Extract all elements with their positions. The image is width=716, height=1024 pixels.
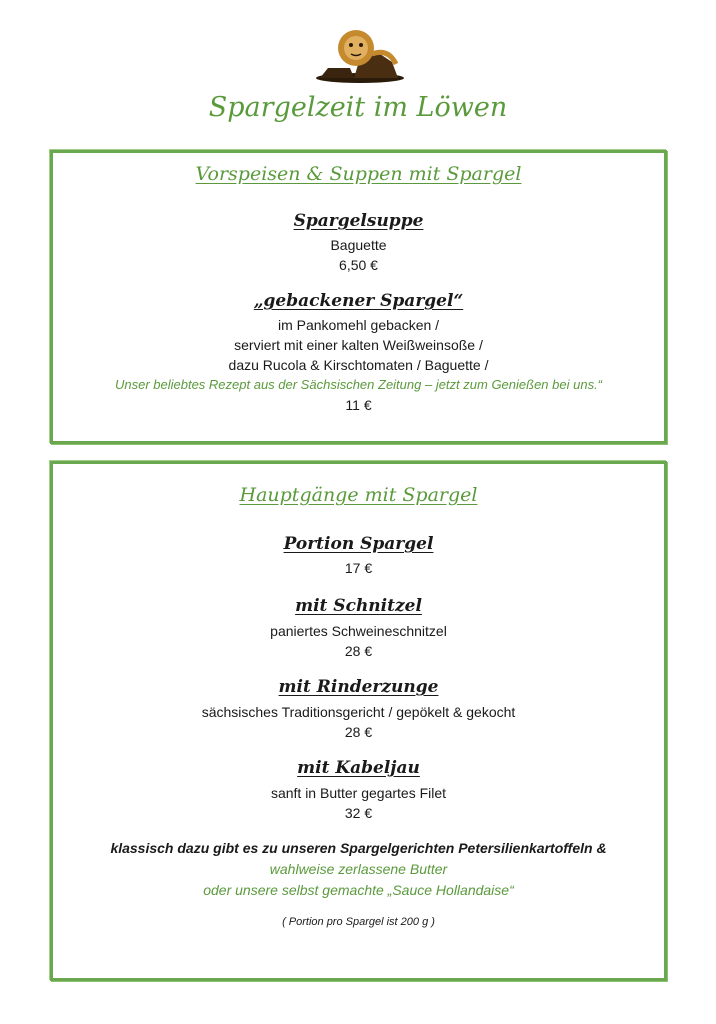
page-title: Spargelzeit im Löwen bbox=[208, 92, 508, 123]
item-price: 32 € bbox=[344, 805, 373, 821]
mains-section bbox=[50, 461, 667, 981]
item-price: 11 € bbox=[345, 397, 372, 413]
starters-heading: Vorspeisen & Suppen mit Spargel bbox=[195, 163, 522, 185]
item-description: Baguette bbox=[330, 237, 387, 253]
mains-heading: Hauptgänge mit Spargel bbox=[239, 484, 478, 506]
item-title-portion-spargel: Portion Spargel bbox=[283, 534, 434, 554]
sides-note: klassisch dazu gibt es zu unseren Spargelgerichten Petersilienkartoffeln & bbox=[110, 840, 607, 856]
item-title-gebackener-spargel: „gebackener Spargel“ bbox=[253, 291, 464, 311]
item-description: im Pankomehl gebacken / bbox=[277, 317, 440, 333]
item-title-mit-schnitzel: mit Schnitzel bbox=[295, 596, 422, 616]
item-title-mit-kabeljau: mit Kabeljau bbox=[297, 758, 420, 778]
item-title-mit-rinderzunge: mit Rinderzunge bbox=[278, 677, 439, 697]
item-description: sächsisches Traditionsgericht / gepökelt & gekocht bbox=[201, 704, 516, 720]
item-description: sanft in Butter gegartes Filet bbox=[270, 785, 447, 801]
sides-note: oder unsere selbst gemachte „Sauce Hollandaise“ bbox=[203, 882, 514, 898]
item-description: dazu Rucola & Kirschtomaten / Baguette / bbox=[228, 357, 489, 373]
item-price: 28 € bbox=[344, 643, 373, 659]
item-price: 28 € bbox=[344, 724, 373, 740]
sides-note: wahlweise zerlassene Butter bbox=[269, 861, 448, 877]
item-price: 17 € bbox=[344, 560, 373, 576]
item-description: serviert mit einer kalten Weißweinsoße / bbox=[234, 337, 483, 353]
starters-section bbox=[50, 150, 667, 444]
item-note: Unser beliebtes Rezept aus der Sächsischen Zeitung – jetzt zum Genießen bei uns.“ bbox=[114, 377, 603, 392]
portion-note: ( Portion pro Spargel ist 200 g ) bbox=[282, 916, 435, 928]
item-price: 6,50 € bbox=[339, 257, 378, 273]
item-description: paniertes Schweineschnitzel bbox=[270, 623, 447, 639]
item-title-spargelsuppe: Spargelsuppe bbox=[293, 211, 424, 231]
lion-statue-icon bbox=[310, 24, 406, 84]
